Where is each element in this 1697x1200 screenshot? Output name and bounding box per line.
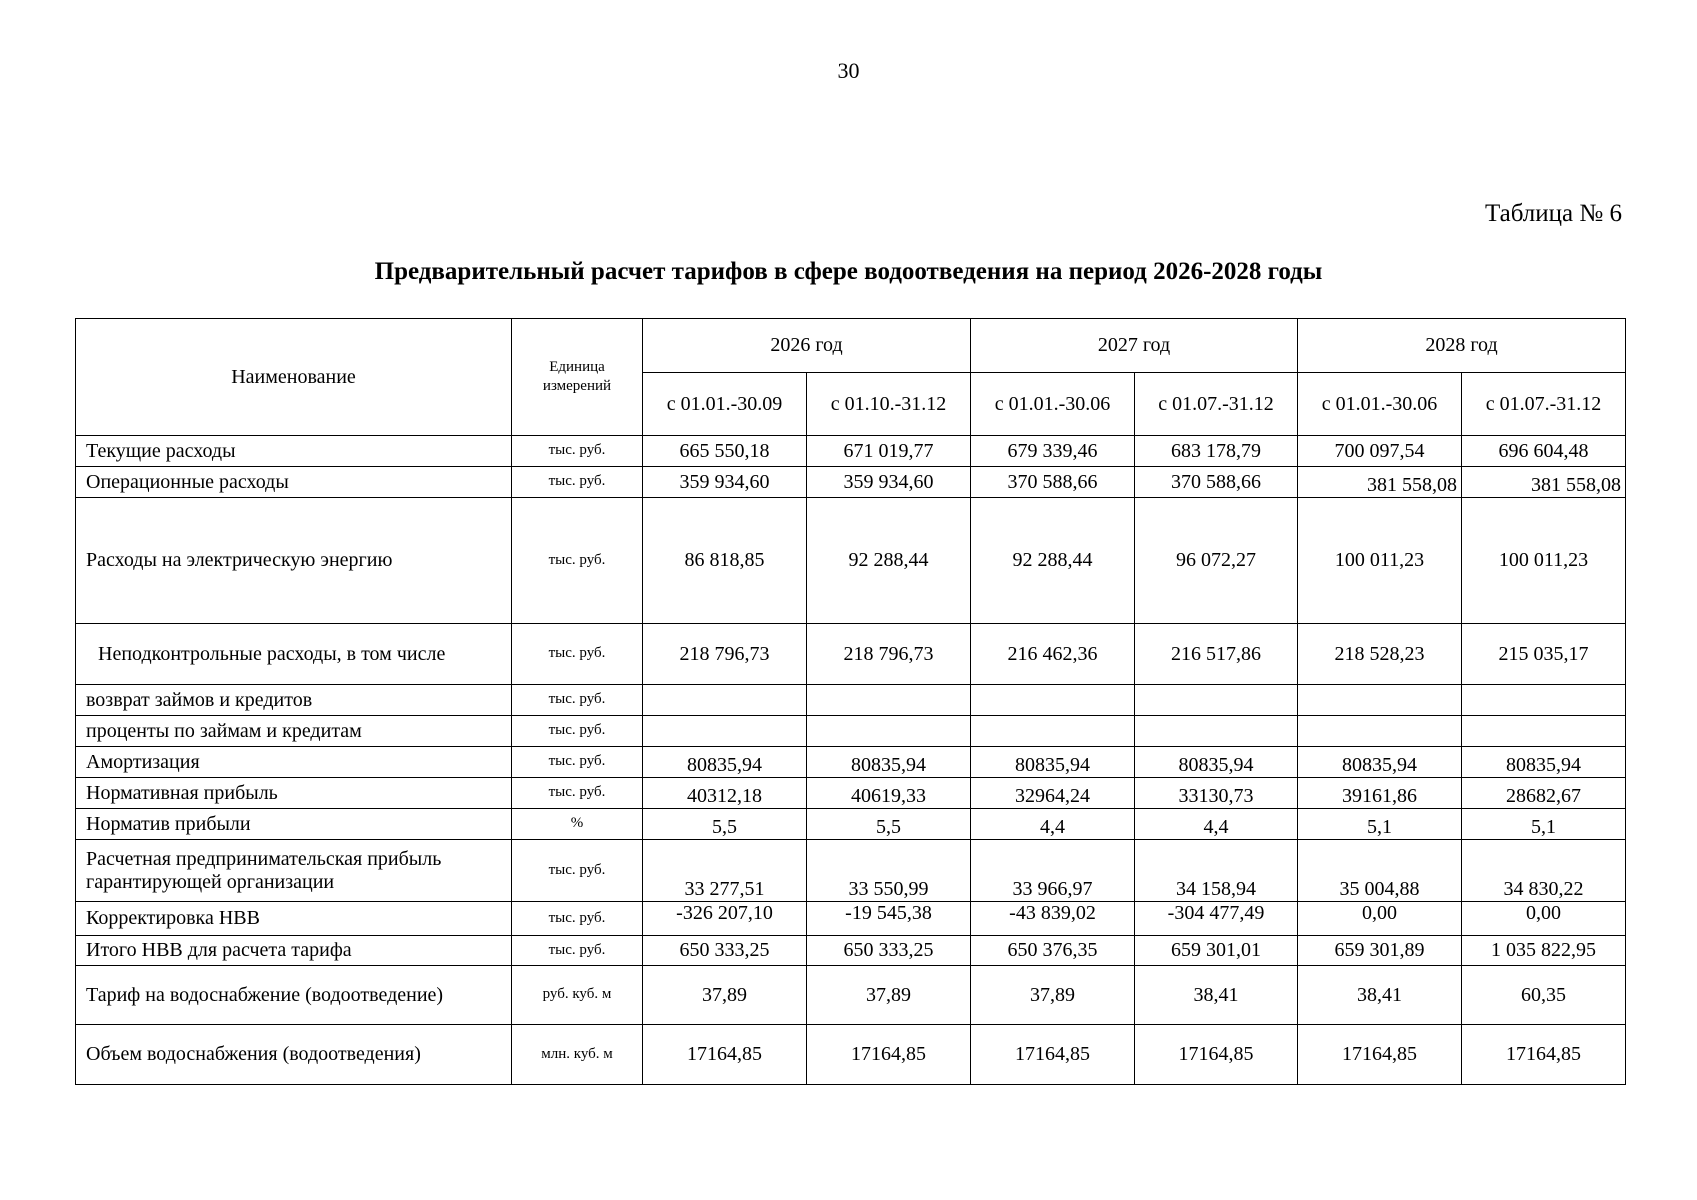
header-period: с 01.01.-30.09	[643, 373, 807, 436]
header-period: с 01.01.-30.06	[1298, 373, 1462, 436]
row-value: 218 528,23	[1298, 624, 1462, 685]
row-value: 100 011,23	[1298, 498, 1462, 624]
row-value: 0,00	[1462, 902, 1626, 936]
row-name: проценты по займам и кредитам	[76, 716, 512, 747]
row-unit: тыс. руб.	[512, 840, 643, 902]
row-value: 17164,85	[643, 1025, 807, 1085]
header-unit: Единица измерений	[512, 319, 643, 436]
row-name: Расходы на электрическую энергию	[76, 498, 512, 624]
table-row	[76, 966, 1626, 1025]
row-value: -19 545,38	[807, 902, 971, 936]
row-value: 33 966,97	[971, 840, 1135, 902]
row-value: -43 839,02	[971, 902, 1135, 936]
row-value: 650 376,35	[971, 936, 1135, 966]
row-value: -326 207,10	[643, 902, 807, 936]
row-name: Итого НВВ для расчета тарифа	[76, 936, 512, 966]
row-value: -304 477,49	[1135, 902, 1298, 936]
row-value	[807, 716, 971, 747]
row-value: 5,1	[1298, 809, 1462, 840]
row-unit: %	[512, 809, 643, 840]
table-row	[76, 936, 1626, 966]
row-value	[1135, 716, 1298, 747]
row-value: 5,5	[643, 809, 807, 840]
row-value: 665 550,18	[643, 436, 807, 467]
row-value: 683 178,79	[1135, 436, 1298, 467]
row-name: Амортизация	[76, 747, 512, 778]
row-value: 0,00	[1298, 902, 1462, 936]
table-row	[76, 624, 1626, 685]
row-value: 218 796,73	[807, 624, 971, 685]
row-name: Корректировка НВВ	[76, 902, 512, 936]
row-unit: тыс. руб.	[512, 436, 643, 467]
row-value: 80835,94	[643, 747, 807, 778]
row-value: 37,89	[643, 966, 807, 1025]
row-unit: тыс. руб.	[512, 716, 643, 747]
row-value: 38,41	[1135, 966, 1298, 1025]
header-period: с 01.01.-30.06	[971, 373, 1135, 436]
row-value: 80835,94	[1298, 747, 1462, 778]
row-value	[807, 685, 971, 716]
row-value: 40312,18	[643, 778, 807, 809]
row-unit: тыс. руб.	[512, 936, 643, 966]
row-value: 650 333,25	[807, 936, 971, 966]
row-unit: тыс. руб.	[512, 467, 643, 498]
row-value: 37,89	[807, 966, 971, 1025]
row-value: 40619,33	[807, 778, 971, 809]
row-value: 33 550,99	[807, 840, 971, 902]
header-name: Наименование	[76, 319, 512, 436]
row-name: Расчетная предпринимательская прибыль гарантирующей организации	[76, 840, 512, 902]
row-name: Неподконтрольные расходы, в том числе	[76, 624, 512, 685]
row-value: 700 097,54	[1298, 436, 1462, 467]
row-value: 370 588,66	[971, 467, 1135, 498]
row-value: 86 818,85	[643, 498, 807, 624]
row-value: 17164,85	[1135, 1025, 1298, 1085]
row-unit: млн. куб. м	[512, 1025, 643, 1085]
table-row	[76, 778, 1626, 809]
row-value	[1462, 685, 1626, 716]
row-name: Норматив прибыли	[76, 809, 512, 840]
row-value: 33 277,51	[643, 840, 807, 902]
page-number: 30	[837, 58, 860, 83]
row-value: 216 462,36	[971, 624, 1135, 685]
row-unit: тыс. руб.	[512, 902, 643, 936]
row-name: Нормативная прибыль	[76, 778, 512, 809]
row-unit: тыс. руб.	[512, 747, 643, 778]
row-value: 671 019,77	[807, 436, 971, 467]
header-period: с 01.10.-31.12	[807, 373, 971, 436]
row-value: 4,4	[971, 809, 1135, 840]
row-unit: руб. куб. м	[512, 966, 643, 1025]
row-value: 659 301,01	[1135, 936, 1298, 966]
row-value: 28682,67	[1462, 778, 1626, 809]
table-number: Таблица № 6	[1484, 200, 1622, 227]
table-row	[76, 498, 1626, 624]
table-row	[76, 902, 1626, 936]
row-unit: тыс. руб.	[512, 778, 643, 809]
row-value: 34 158,94	[1135, 840, 1298, 902]
tariff-table	[75, 318, 1626, 1085]
row-value: 1 035 822,95	[1462, 936, 1626, 966]
table-row	[76, 467, 1626, 498]
row-value: 381 558,08	[1298, 467, 1462, 498]
row-value: 39161,86	[1298, 778, 1462, 809]
table-row	[76, 685, 1626, 716]
row-value: 38,41	[1298, 966, 1462, 1025]
row-value: 92 288,44	[971, 498, 1135, 624]
row-value: 216 517,86	[1135, 624, 1298, 685]
table-row	[76, 436, 1626, 467]
row-value: 100 011,23	[1462, 498, 1626, 624]
row-name: Операционные расходы	[76, 467, 512, 498]
table-row	[76, 716, 1626, 747]
table-row	[76, 747, 1626, 778]
table-row	[76, 1025, 1626, 1085]
row-value: 218 796,73	[643, 624, 807, 685]
row-value: 80835,94	[1135, 747, 1298, 778]
row-value	[643, 685, 807, 716]
row-value: 37,89	[971, 966, 1135, 1025]
row-value	[1298, 716, 1462, 747]
row-value	[643, 716, 807, 747]
row-value: 696 604,48	[1462, 436, 1626, 467]
table-row	[76, 840, 1626, 902]
row-name: Тариф на водоснабжение (водоотведение)	[76, 966, 512, 1025]
row-value	[1135, 685, 1298, 716]
row-value: 650 333,25	[643, 936, 807, 966]
header-year-2028: 2028 год	[1298, 319, 1626, 373]
row-value: 359 934,60	[643, 467, 807, 498]
row-value	[971, 716, 1135, 747]
row-value: 80835,94	[1462, 747, 1626, 778]
header-year-2027: 2027 год	[971, 319, 1298, 373]
header-year-2026: 2026 год	[643, 319, 971, 373]
row-value: 33130,73	[1135, 778, 1298, 809]
row-value: 370 588,66	[1135, 467, 1298, 498]
row-value: 80835,94	[807, 747, 971, 778]
row-value: 381 558,08	[1462, 467, 1626, 498]
row-value: 215 035,17	[1462, 624, 1626, 685]
row-value	[1298, 685, 1462, 716]
row-value	[971, 685, 1135, 716]
row-value: 80835,94	[971, 747, 1135, 778]
row-name: возврат займов и кредитов	[76, 685, 512, 716]
row-value: 17164,85	[971, 1025, 1135, 1085]
row-value: 17164,85	[1298, 1025, 1462, 1085]
row-value: 5,1	[1462, 809, 1626, 840]
row-name: Объем водоснабжения (водоотведения)	[76, 1025, 512, 1085]
row-value: 92 288,44	[807, 498, 971, 624]
row-value: 5,5	[807, 809, 971, 840]
page-title: Предварительный расчет тарифов в сфере водоотведения на период 2026-2028 годы	[374, 258, 1323, 285]
row-value: 34 830,22	[1462, 840, 1626, 902]
row-name: Текущие расходы	[76, 436, 512, 467]
row-value: 679 339,46	[971, 436, 1135, 467]
header-period: с 01.07.-31.12	[1135, 373, 1298, 436]
table-row	[76, 809, 1626, 840]
row-value: 17164,85	[807, 1025, 971, 1085]
row-value: 60,35	[1462, 966, 1626, 1025]
row-value: 359 934,60	[807, 467, 971, 498]
row-value: 659 301,89	[1298, 936, 1462, 966]
row-value: 32964,24	[971, 778, 1135, 809]
row-value: 4,4	[1135, 809, 1298, 840]
header-period: с 01.07.-31.12	[1462, 373, 1626, 436]
row-value: 17164,85	[1462, 1025, 1626, 1085]
row-unit: тыс. руб.	[512, 498, 643, 624]
row-value	[1462, 716, 1626, 747]
row-value: 96 072,27	[1135, 498, 1298, 624]
row-value: 35 004,88	[1298, 840, 1462, 902]
row-unit: тыс. руб.	[512, 624, 643, 685]
row-unit: тыс. руб.	[512, 685, 643, 716]
